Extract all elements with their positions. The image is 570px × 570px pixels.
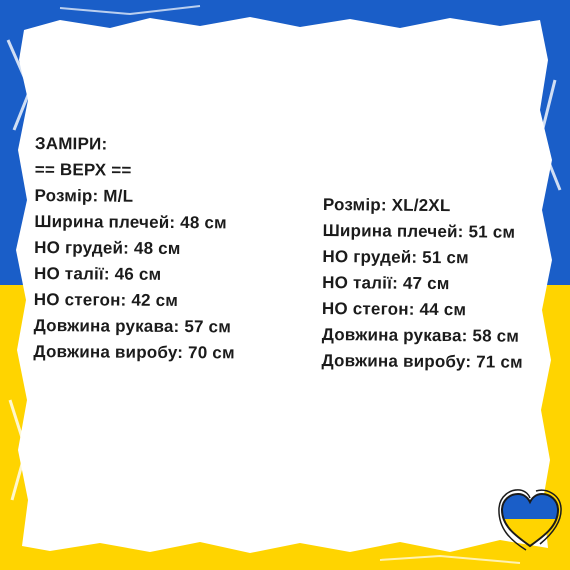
- left-size-column: [33, 131, 236, 366]
- ukraine-heart-icon: [496, 486, 564, 552]
- size-label-xl: Розмір: XL/2XL: [322, 194, 451, 216]
- waist-ml: НО талії: 46 см: [33, 263, 162, 284]
- shoulder-width-xl: Ширина плечей: 51 см: [322, 220, 516, 242]
- hips-xl: НО стегон: 44 см: [321, 298, 467, 320]
- chest-xl: НО грудей: 51 см: [322, 246, 469, 268]
- size-label-ml: Розмір: M/L: [34, 185, 134, 206]
- sleeve-length-xl: Довжина рукава: 58 см: [321, 324, 520, 346]
- chest-ml: НО грудей: 48 см: [34, 237, 181, 259]
- right-size-column: [321, 192, 524, 376]
- garment-length-xl: Довжина виробу: 71 см: [321, 350, 523, 372]
- shoulder-width-ml: Ширина плечей: 48 см: [34, 211, 227, 233]
- garment-length-ml: Довжина виробу: 70 см: [33, 341, 235, 363]
- waist-xl: НО талії: 47 см: [322, 272, 450, 294]
- sleeve-length-ml: Довжина рукава: 57 см: [33, 315, 232, 337]
- measurements-title: ЗАМІРИ:: [34, 133, 108, 154]
- hips-ml: НО стегон: 42 см: [33, 289, 179, 311]
- section-top-label: == ВЕРХ ==: [34, 159, 132, 180]
